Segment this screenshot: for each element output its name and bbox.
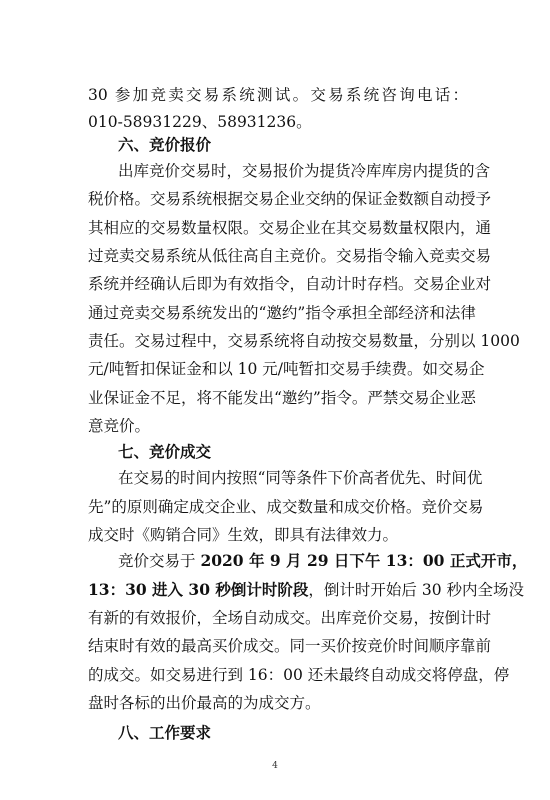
section-7-para-2-line-6: 盘时各标的出价最高的为成交方。 [88,694,321,712]
section-7-para-2-line-5: 的成交。如交易进行到 16：00 还未最终自动成交将停盘，停 [88,666,510,684]
section-7-para-1-line-1: 在交易的时间内按照“同等条件下价高者优先、时间优 [118,469,483,487]
section-6-heading: 六、竞价报价 [118,135,212,154]
intro-line-1: 30 参加竞卖交易系统测试。交易系统咨询电话： [88,86,468,104]
auction-open-time: 2020 年 9 月 29 日下午 13：00 正式开市， [200,551,528,570]
countdown-start-time: 13：30 进入 30 秒倒计时阶段 [88,580,309,599]
section-8-heading: 八、工作要求 [118,723,212,742]
section-6-line-1: 出库竞价交易时，交易报价为提货冷库库房内提货的含 [118,162,491,180]
section-6-line-5: 系统并经确认后即为有效指令，自动计时存档。交易企业对 [88,275,492,293]
auction-intro-text: 竞价交易于 [118,552,201,570]
section-7-para-1-line-3: 成交时《购销合同》生效，即具有法律效力。 [88,526,399,544]
section-7-para-1-line-2: 先”的原则确定成交企业、成交数量和成交价格。竞价交易 [88,498,484,516]
section-7-para-2-line-4: 结束时有效的最高买价成交。同一买价按竞价时间顺序靠前 [88,637,492,655]
section-7-para-2-line-1 [118,550,528,572]
section-7-para-2-line-3: 有新的有效报价，全场自动成交。出库竞价交易，按倒计时 [88,609,492,627]
section-6-line-10: 意竞价。 [88,417,151,435]
section-6-line-6: 通过竞卖交易系统发出的“邀约”指令承担全部经济和法律 [88,304,476,322]
section-6-line-2: 税价格。交易系统根据交易企业交纳的保证金数额自动授予 [88,190,492,208]
section-6-line-9: 业保证金不足，将不能发出“邀约”指令。严禁交易企业恶 [88,389,476,407]
section-6-line-4: 过竞卖交易系统从低往高自主竞价。交易指令输入竞卖交易 [88,247,492,265]
section-6-line-8: 元/吨暂扣保证金和以 10 元/吨暂扣交易手续费。如交易企 [88,360,485,378]
section-6-line-3: 其相应的交易数量权限。交易企业在其交易数量权限内，通 [88,219,492,237]
page-number: 4 [272,761,278,771]
section-6-line-7: 责任。交易过程中，交易系统将自动按交易数量，分别以 1000 [88,332,520,350]
countdown-rule-text: ，倒计时开始后 30 秒内全场没 [308,581,524,599]
intro-line-2: 010-58931229、58931236。 [88,113,312,131]
section-7-heading: 七、竞价成交 [118,442,212,461]
section-7-para-2-line-2 [88,579,524,601]
